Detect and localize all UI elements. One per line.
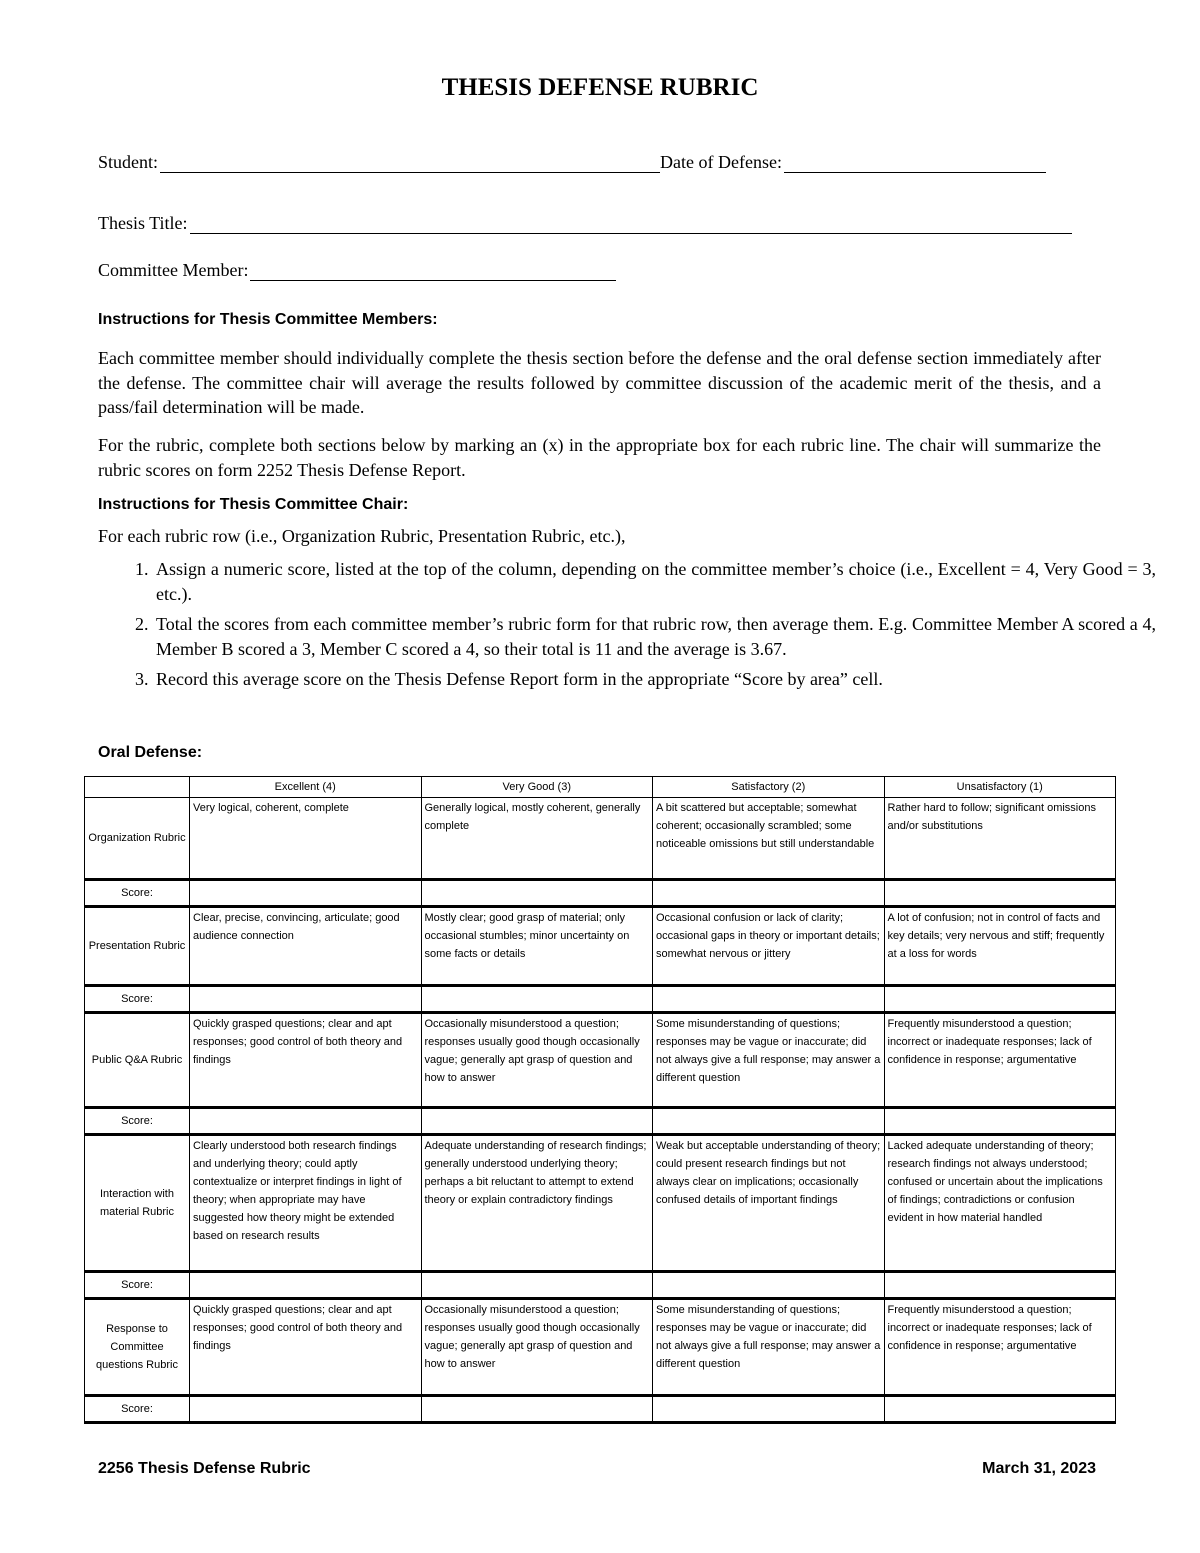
page-title: THESIS DEFENSE RUBRIC [441, 74, 759, 101]
oral-defense-rubric-table [84, 776, 1116, 1424]
oral-defense-heading: Oral Defense: [98, 744, 203, 761]
score-cell[interactable] [190, 1396, 422, 1423]
members-paragraph: Each committee member should individually complete the thesis section before the defense and the oral defense section immediately after the defense. The committee chair will average the results followed by committee discussion of the academic merit of the thesis, and a pass/fail determination will be made. [98, 348, 1101, 417]
rubric-row [85, 1299, 1116, 1396]
rubric-row-label: Organization Rubric [85, 798, 190, 880]
column-header: Very Good (3) [421, 777, 653, 798]
score-row [85, 1108, 1116, 1135]
rubric-cell[interactable]: Quickly grasped questions; clear and apt responses; good control of both theory and findings [190, 1299, 422, 1396]
committee-member-line [98, 260, 616, 281]
corner-cell [85, 777, 190, 798]
score-cell[interactable] [421, 986, 653, 1013]
score-cell[interactable] [884, 986, 1116, 1013]
column-header: Unsatisfactory (1) [884, 777, 1116, 798]
score-cell[interactable] [884, 1108, 1116, 1135]
rubric-row [85, 907, 1116, 986]
rubric-row-label: Interaction with material Rubric [85, 1135, 190, 1272]
score-cell[interactable] [653, 880, 885, 907]
thesis-title-field[interactable] [190, 215, 1072, 234]
date-field[interactable] [784, 154, 1046, 173]
score-row [85, 1396, 1116, 1423]
score-cell[interactable] [421, 1272, 653, 1299]
rubric-cell[interactable]: A bit scattered but acceptable; somewhat coherent; occasionally scrambled; some noticeable omissions but still understandable [653, 798, 885, 880]
column-header: Excellent (4) [190, 777, 422, 798]
footer-date: March 31, 2023 [982, 1460, 1096, 1477]
rubric-cell[interactable]: Occasional confusion or lack of clarity; occasional gaps in theory or important details; somewhat nervous or jittery [653, 907, 885, 986]
footer-form-name: 2256 Thesis Defense Rubric [98, 1460, 311, 1477]
student-line [98, 152, 1046, 173]
rubric-cell[interactable]: A lot of confusion; not in control of facts and key details; very nervous and stiff; frequently at a loss for words [884, 907, 1116, 986]
rubric-cell[interactable]: Generally logical, mostly coherent, generally complete [421, 798, 653, 880]
score-row [85, 880, 1116, 907]
chair-heading: Instructions for Thesis Committee Chair: [98, 496, 409, 513]
student-label: Student: [98, 152, 159, 172]
rubric-cell[interactable]: Adequate understanding of research findings; generally understood underlying theory; perhaps a bit reluctant to attempt to extend theory or explain contradictory findings [421, 1135, 653, 1272]
score-cell[interactable] [884, 1396, 1116, 1423]
score-row [85, 986, 1116, 1013]
thesis-title-label: Thesis Title: [98, 213, 188, 233]
score-cell[interactable] [653, 986, 885, 1013]
score-label: Score: [85, 986, 190, 1013]
members-paragraph: For the rubric, complete both sections below by marking an (x) in the appropriate box for each rubric line. The chair will summarize the rubric scores on form 2252 Thesis Defense Report. [98, 435, 1101, 480]
members-heading: Instructions for Thesis Committee Members: [98, 311, 438, 328]
score-cell[interactable] [190, 880, 422, 907]
rubric-cell[interactable]: Very logical, coherent, complete [190, 798, 422, 880]
rubric-row-label: Presentation Rubric [85, 907, 190, 986]
date-label: Date of Defense: [660, 152, 782, 172]
rubric-cell[interactable]: Some misunderstanding of questions; responses may be vague or inaccurate; did not always give a full response; may answer a different question [653, 1299, 885, 1396]
score-cell[interactable] [190, 986, 422, 1013]
score-cell[interactable] [884, 1272, 1116, 1299]
rubric-cell[interactable]: Clearly understood both research findings and underlying theory; could aptly contextualize or interpret findings in light of theory; when appropriate may have suggested how theory might be extended based on research results [190, 1135, 422, 1272]
chair-step: 1. Assign a numeric score, listed at the top of the column, depending on the committee member’s choice (i.e., Excellent = 4, Very Good = 3, etc.). [153, 557, 1156, 606]
table-header-row [85, 777, 1116, 798]
rubric-row [85, 1013, 1116, 1108]
score-cell[interactable] [421, 1396, 653, 1423]
rubric-cell[interactable]: Some misunderstanding of questions; responses may be vague or inaccurate; did not always give a full response; may answer a different question [653, 1013, 885, 1108]
score-cell[interactable] [653, 1272, 885, 1299]
rubric-cell[interactable]: Lacked adequate understanding of theory; research findings not always understood; confused or uncertain about the implications of findings; contradictions or confusion evident in how material handled [884, 1135, 1116, 1272]
committee-member-field[interactable] [250, 262, 616, 281]
score-label: Score: [85, 1272, 190, 1299]
score-row [85, 1272, 1116, 1299]
score-cell[interactable] [421, 1108, 653, 1135]
committee-member-label: Committee Member: [98, 260, 249, 280]
rubric-row [85, 1135, 1116, 1272]
chair-steps [98, 557, 1156, 698]
rubric-cell[interactable]: Frequently misunderstood a question; incorrect or inadequate responses; lack of confidence in response; argumentative [884, 1013, 1116, 1108]
score-label: Score: [85, 1108, 190, 1135]
rubric-cell[interactable]: Quickly grasped questions; clear and apt responses; good control of both theory and findings [190, 1013, 422, 1108]
rubric-cell[interactable]: Mostly clear; good grasp of material; only occasional stumbles; minor uncertainty on some facts or details [421, 907, 653, 986]
chair-intro: For each rubric row (i.e., Organization Rubric, Presentation Rubric, etc.), [98, 526, 626, 546]
chair-step: 2. Total the scores from each committee member’s rubric form for that rubric row, then average them. E.g. Committee Member A scored a 4, Member B scored a 3, Member C scored a 4, so their total is 11 and the average is 3.67. [153, 612, 1156, 661]
thesis-title-line [98, 213, 1072, 234]
rubric-cell[interactable]: Weak but acceptable understanding of theory; could present research findings but not always clear on implications; occasionally confused details of important findings [653, 1135, 885, 1272]
score-label: Score: [85, 1396, 190, 1423]
rubric-cell[interactable]: Rather hard to follow; significant omissions and/or substitutions [884, 798, 1116, 880]
score-label: Score: [85, 880, 190, 907]
score-cell[interactable] [884, 880, 1116, 907]
rubric-cell[interactable]: Occasionally misunderstood a question; responses usually good though occasionally vague; generally apt grasp of question and how to answer [421, 1299, 653, 1396]
score-cell[interactable] [653, 1108, 885, 1135]
column-header: Satisfactory (2) [653, 777, 885, 798]
rubric-row [85, 798, 1116, 880]
chair-step: 3. Record this average score on the Thesis Defense Report form in the appropriate “Score by area” cell. [153, 667, 1156, 692]
student-field[interactable] [160, 154, 660, 173]
score-cell[interactable] [190, 1108, 422, 1135]
rubric-cell[interactable]: Clear, precise, convincing, articulate; good audience connection [190, 907, 422, 986]
score-cell[interactable] [190, 1272, 422, 1299]
rubric-row-label: Public Q&A Rubric [85, 1013, 190, 1108]
rubric-cell[interactable]: Occasionally misunderstood a question; responses usually good though occasionally vague; generally apt grasp of question and how to answer [421, 1013, 653, 1108]
score-cell[interactable] [421, 880, 653, 907]
rubric-cell[interactable]: Frequently misunderstood a question; incorrect or inadequate responses; lack of confidence in response; argumentative [884, 1299, 1116, 1396]
rubric-row-label: Response to Committee questions Rubric [85, 1299, 190, 1396]
score-cell[interactable] [653, 1396, 885, 1423]
